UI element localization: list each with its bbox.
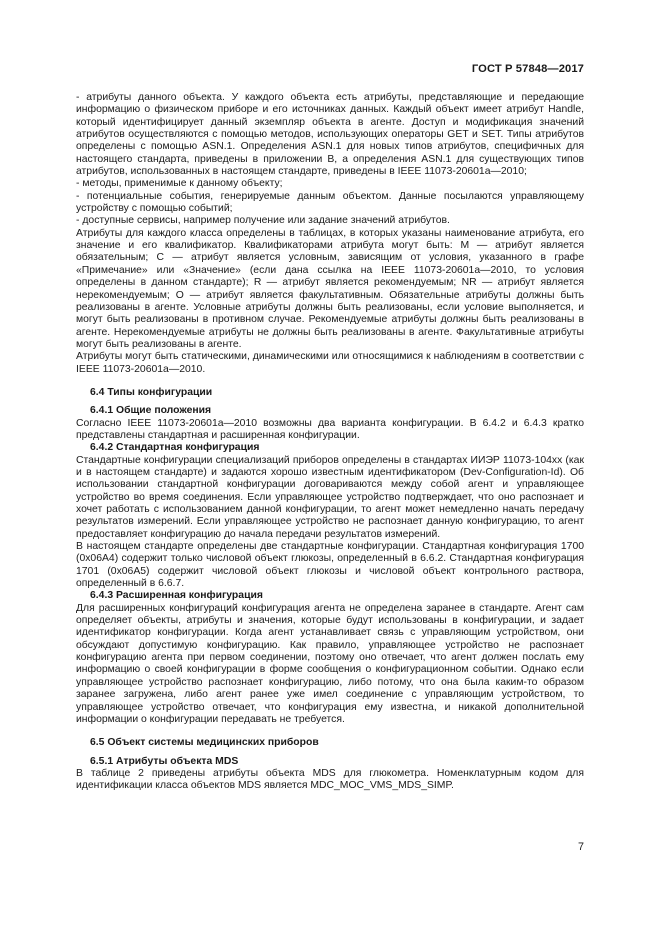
section-heading: 6.5 Объект системы медицинских приборов [90, 737, 319, 749]
paragraph: В настоящем стандарте определены две стандартные конфигурации. Стандартная конфигурация 1700 (0х06А4) содержит только числовой объект глюкозы, определенный в 6.6.2. Стандартная конфигурация 1701 (0х06А5) содержит числовой объект глюкозы и числовой объект контрольного раствора, определенный в 6.6.7. [76, 541, 584, 590]
paragraph: Стандартные конфигурации специализаций приборов определены в стандартах ИИЭР 11073-104хх (как и в настоящем стандарте) и задаются хорошо известным идентификатором (Dev-Configuration-Id). Об использовании стандартной конфигурации договариваются между собой агент и управляющее устройство во время соединения. Если управляющее устройство подтверждает, что оно распознает и хочет работать с использованием данной конфигурации, то агент может немедленно начать передачу результатов измерений. Если управляющее устройство не распознает данную конфигурацию, то агент предоставляет конфигурацию до начала передачи результатов измерений. [76, 454, 584, 540]
paragraph: Атрибуты могут быть статическими, динамическими или относящимися к наблюдениям в соответствии с IEEE 11073-20601а—2010. [76, 351, 584, 375]
paragraph: В таблице 2 приведены атрибуты объекта MDS для глюкометра. Номенклатурным кодом для идентификации класса объектов MDS является MDC_MOC_VMS_MDS_SIMP. [76, 767, 584, 792]
paragraph: - атрибуты данного объекта. У каждого объекта есть атрибуты, представляющие и передающие информацию о физическом приборе и его источниках данных. Каждый объект имеет атрибут Handle, который идентифицирует данный экземпляр объекта в агенте. Доступ и модификация значений атрибутов осуществляются с помощью методов, использующих операторы GET и SET. Типы атрибутов определены с помощью ASN.1. Определения ASN.1 для новых типов атрибутов, специфичных для настоящего стандарта, приведены в приложении В, а определения ASN.1 для существующих типов атрибутов, использованных в настоящем стандарте, приведены в IEEE 11073-20601а—2010; [76, 92, 584, 178]
paragraph: - доступные сервисы, например получение или задание значений атрибутов. [76, 215, 450, 227]
section-heading: 6.4 Типы конфигурации [90, 386, 213, 398]
paragraph: - методы, применимые к данному объекту; [76, 178, 283, 190]
subsection-heading: 6.4.3 Расширенная конфигурация [90, 590, 263, 602]
paragraph: Согласно IEEE 11073-20601а—2010 возможны два варианта конфигурации. В 6.4.2 и 6.4.3 кратко представлены стандартная и расширенная конфигурации. [76, 417, 584, 441]
subsection-heading: 6.4.2 Стандартная конфигурация [90, 442, 260, 454]
standard-header: ГОСТ Р 57848—2017 [471, 63, 584, 75]
paragraph: Атрибуты для каждого класса определены в таблицах, в которых указаны наименование атрибута, его значение и его квалификатор. Квалификаторами атрибута могут быть: М — атрибут является обязательным; С — атрибут является условным, зависящим от условия, указанного в графе «Примечание» или «Значение» (если дана ссылка на IEEE 11073-20601а—2010, то условия определены в данном стандарте); R — атрибут является рекомендуемым; NR — атрибут является нерекомендуемым; О — атрибут является факультативным. Обязательные атрибуты должны быть реализованы в агенте. Условные атрибуты должны быть реализованы, если условие выполняется, и могут быть реализованы в противном случае. Рекомендуемые атрибуты должны быть реализованы в агенте. Нерекомендуемые атрибуты не должны быть реализованы в агенте. Факультативные атрибуты могут быть реализованы в агенте. [76, 227, 584, 350]
paragraph: - потенциальные события, генерируемые данным объектом. Данные посылаются управляющему устройству с помощью событий; [76, 190, 584, 215]
paragraph: Для расширенных конфигураций конфигурация агента не определена заранее в стандарте. Агент сам определяет объекты, атрибуты и значения, которые будут использованы в конфигурации, и задает идентификатор конфигурации. Когда агент устанавливает связь с управляющим устройством, они обсуждают допустимую конфигурацию. Как правило, управляющее устройство не распознает конфигурацию агента при первом соединении, поэтому оно отвечает, что агент должен послать ему информацию о своей конфигурации в форме сообщения о конфигурационном событии. Однако если управляющее устройство распознает конфигурацию, либо потому, что она была каким-то образом заранее загружена, либо агент ранее уже имел соединение с управляющим устройством, то управляющее устройство отвечает, что конфигурация ему известна, и никакой дополнительной информации о конфигурации передавать не требуется. [76, 602, 584, 725]
subsection-heading: 6.5.1 Атрибуты объекта MDS [90, 755, 239, 767]
subsection-heading: 6.4.1 Общие положения [90, 405, 212, 417]
page-body [76, 92, 584, 793]
page-number: 7 [577, 841, 584, 853]
